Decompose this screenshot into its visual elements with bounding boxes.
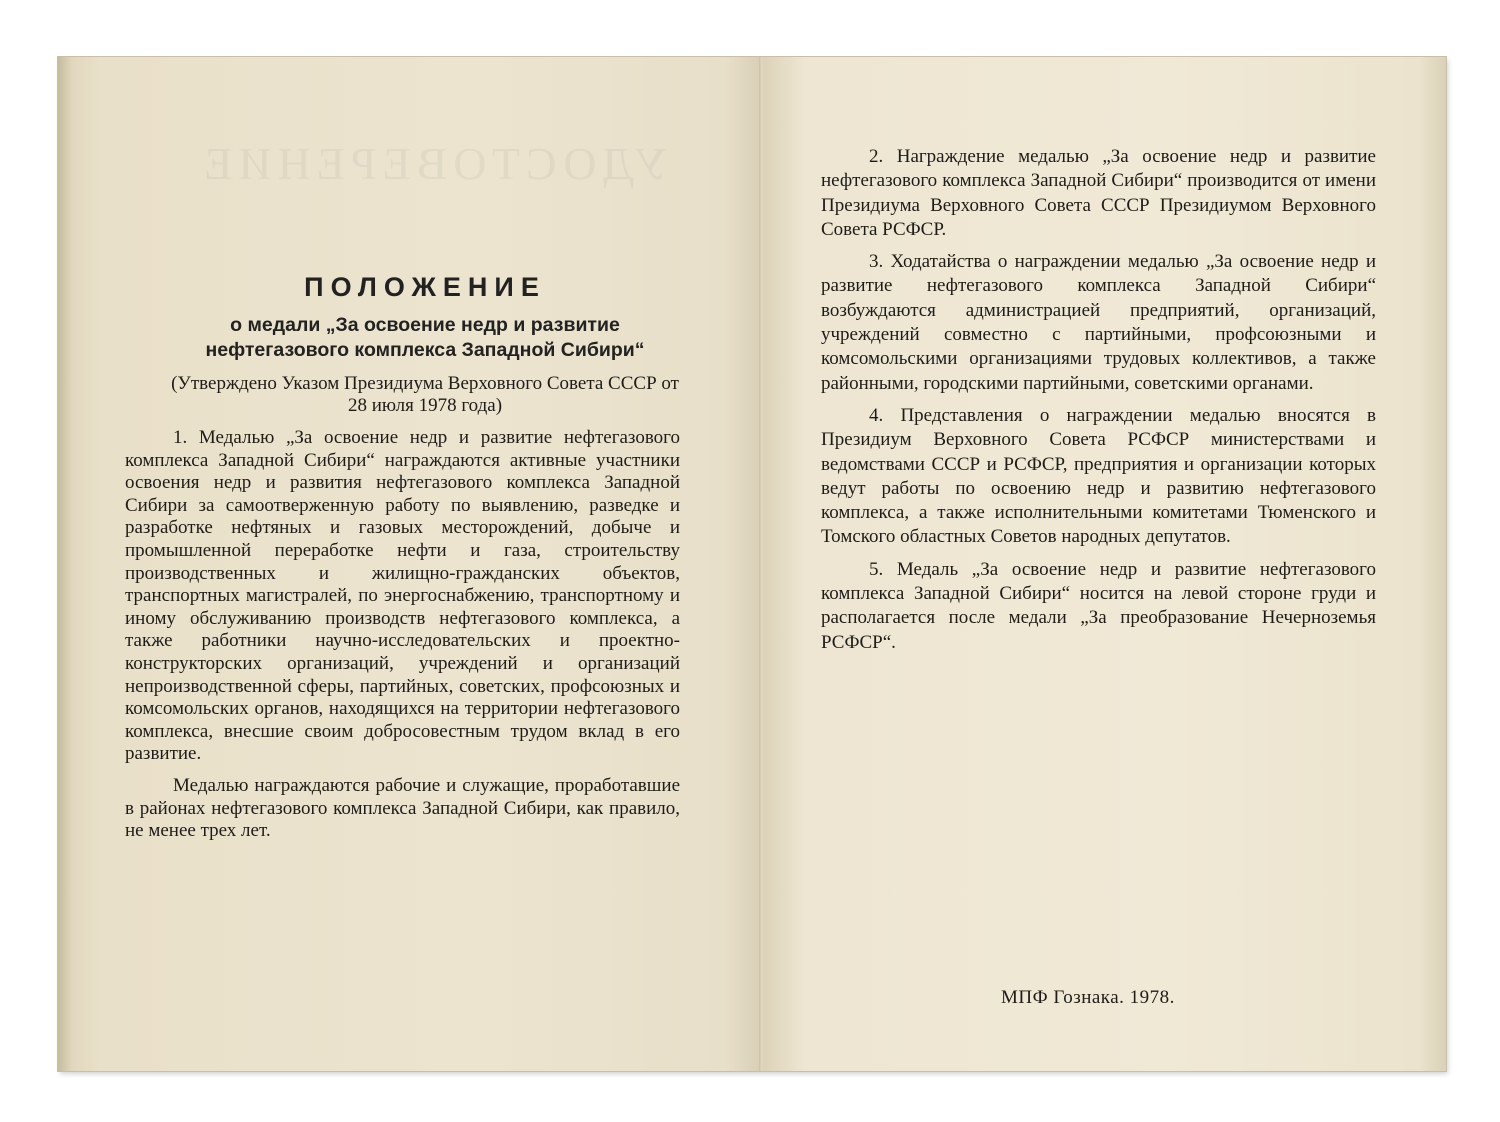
clause-2: 2. Награждение медалью „За освоение недр и развитие нефтегазового комплекса Западной Сибири“ производится от имени Президиума Верховного Совета СССР Президиумом Верховного Совета РСФСР. [821,146,1376,240]
right-page-text [821,145,1376,663]
document-subtitle: о медали „За освоение недр и развитие нефтегазового комплекса Западной Сибири“ [205,314,645,361]
bleed-through-text: УДОСТОВЕРЕНИЕ [198,138,668,189]
clause-5: 5. Медаль „За освоение недр и развитие нефтегазового комплекса Западной Сибири“ носится на левой стороне груди и располагается после медали „За преобразование Нечерноземья РСФСР“. [821,558,1376,653]
clause-4: 4. Представления о награждении медалью вносятся в Президиум Верховного Совета РСФСР министерствами и ведомствами СССР и РСФСР, предприятия и организации которых ведут работы по освоению недр и развитию нефтегазового комплекса, а также исполнительными комитетами Тюменского и Томского областных Советов народных депутатов. [821,404,1376,548]
left-page [58,57,761,1071]
booklet-spread [58,57,1446,1071]
printer-imprint: МПФ Гознака. 1978. [1001,987,1175,1008]
approval-note: (Утверждено Указом Президиума Верховного Совета СССР от 28 июля 1978 года) [171,373,679,416]
clause-3: 3. Ходатайства о награждении медалью „За освоение недр и развитие нефтегазового комплекса Западной Сибири“ возбуждаются администрацией предприятий, организаций, учреждений совместно с партийными, профсоюзными и комсомольскими организациями трудовых коллективов, а также районными, городскими партийными, советскими органами. [821,251,1376,394]
clause-1: 1. Медалью „За освоение недр и развитие нефтегазового комплекса Западной Сибири“ награждаются активные участники освоения недр и развития нефтегазового комплекса Западной Сибири за самоотверженную работу по выявлению, разведке и разработке нефтяных и газовых месторождений, добыче и промышленной переработке нефти и газа, строительству производственных и жилищно-гражданских объектов, транспортных магистралей, по энергоснабжению, транспортному и иному обслуживанию производств нефтегазового комплекса, а также работники научно-исследовательских и проектно-конструкторских организаций, учреждений и организаций непроизводственной сферы, партийных, советских, профсоюзных и комсомольских органов, находящихся на территории нефтегазового комплекса, внесшие своим добросовестным трудом вклад в его развитие. [125,427,680,765]
left-page-edge [58,57,72,1071]
document-title: ПОЛОЖЕНИЕ [304,272,546,302]
clause-1-continued: Медалью награждаются рабочие и служащие, проработавшие в районах нефтегазового комплекса Западной Сибири, как правило, не менее трех лет. [125,774,680,842]
left-page-text [125,272,680,852]
